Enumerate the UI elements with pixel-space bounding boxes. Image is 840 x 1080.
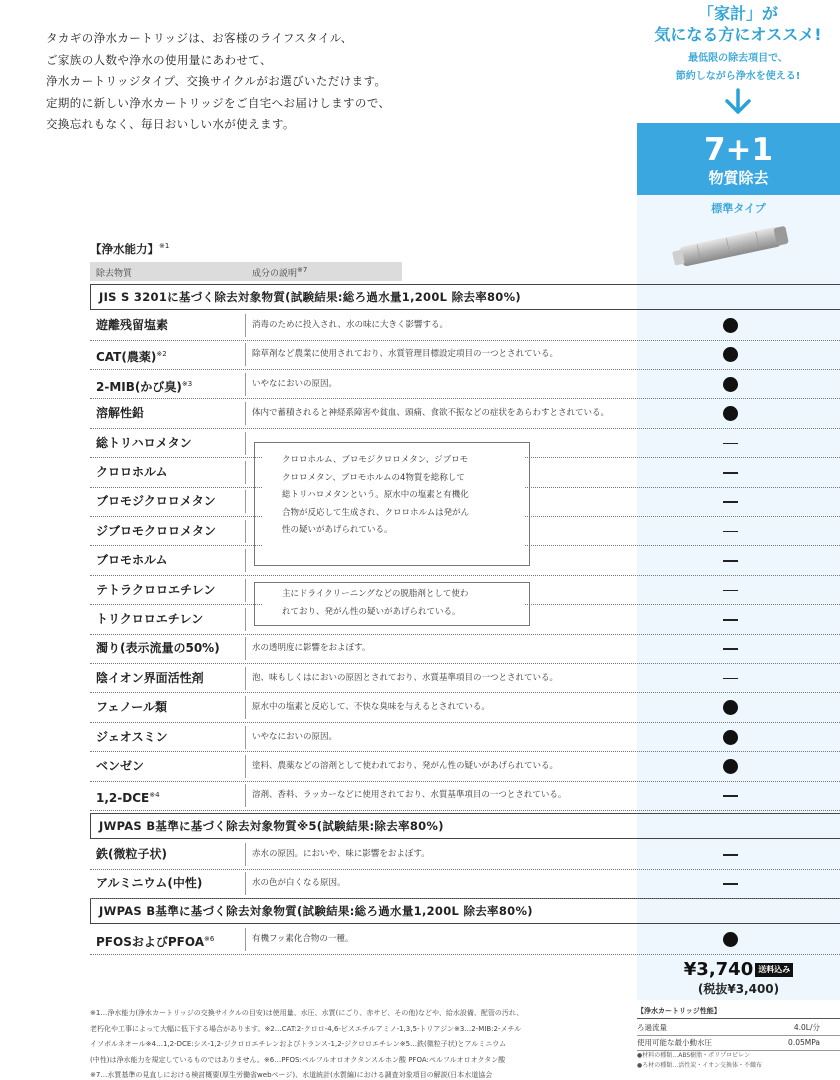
substance-name-text: アルミニウム(中性) <box>96 876 203 890</box>
table-row <box>90 781 840 811</box>
substance-description: 溶剤、香料、ラッカーなどに使用されており、水質基準項目の一つとされている。 <box>252 790 567 801</box>
substance-name <box>96 458 168 487</box>
bracket-line: 総トリハロメタンという。原水中の塩素と有機化 <box>282 490 469 500</box>
substance-name <box>96 546 168 575</box>
column-divider <box>245 667 246 690</box>
column-divider <box>245 402 246 425</box>
bracket-text-chloroethylene <box>262 586 524 622</box>
column-divider <box>245 872 246 895</box>
bracket-line: 合物が反応して生成され、クロロホルムは発がん <box>282 507 470 518</box>
section-header: JIS S 3201に基づく除去対象物質(試験結果:総ろ過水量1,200L 除去率80%) <box>90 284 840 310</box>
column-divider <box>245 843 246 866</box>
intro-text <box>46 28 606 136</box>
shipping-badge: 送料込み <box>755 963 793 977</box>
footnote-line: ※7…水質基準の見直しにおける検討概要(厚生労働省webページ)、水道統計(水質編)における調査対象項目の解説(日本水道協会 <box>90 1071 493 1079</box>
substance-name <box>96 429 192 458</box>
table-row <box>90 869 840 899</box>
table-row <box>90 370 840 400</box>
substance-name <box>96 311 168 340</box>
intro-line: 浄水カートリッジタイプ、交換サイクルがお選びいただけます。 <box>46 74 387 88</box>
substance-name-text: 1,2-DCE <box>96 791 150 806</box>
column-divider <box>245 579 246 602</box>
recommend-line2: 気になる方にオススメ! <box>654 25 822 44</box>
bracket-text-trihalomethane <box>262 452 524 556</box>
not-removed-dash-icon <box>723 531 738 533</box>
substance-name <box>96 634 220 663</box>
footnotes <box>90 1006 610 1080</box>
not-removed-dash-icon <box>723 648 738 650</box>
substance-name-text: 総トリハロメタン <box>96 435 192 450</box>
substance-footnote-ref: ※4 <box>149 791 160 800</box>
column-divider <box>245 490 246 513</box>
price-block <box>637 958 840 996</box>
substance-name <box>96 517 216 546</box>
table-row <box>90 925 840 955</box>
substance-name-text: 陰イオン界面活性剤 <box>96 670 204 685</box>
substance-name-text: 濁り(表示流量の50%) <box>96 641 220 656</box>
substance-name-text: クロロホルム <box>96 465 168 479</box>
footnote-line: (中性)は浄水能力を規定しているものではありません。※6…PFOS:ペルフルオロオクタンスルホン酸 PFOA:ペルフルオロオクタン酸 <box>90 1055 506 1064</box>
price-value: ¥3,740 <box>683 959 754 980</box>
column-divider <box>245 343 246 366</box>
recommend-sub1: 最低限の除去項目で、 <box>688 53 788 64</box>
substance-name-text: 鉄(微粒子状) <box>96 847 167 861</box>
footnote-line: イソボルネオール※4…1,2-DCE:シス-1,2-ジクロロエチレンおよびトランス-1,2-ジクロロエチレン※5…鉄(微粒子状)とアルミニウム <box>90 1040 507 1048</box>
substance-description: 原水中の塩素と反応して、不快な臭味を与えるとされている。 <box>252 702 490 713</box>
column-divider <box>245 549 246 572</box>
performance-title: 【浄水カートリッジ性能】 <box>637 1006 840 1019</box>
removed-dot-icon <box>723 700 738 715</box>
substance-name <box>96 605 203 634</box>
substance-name-text: PFOSおよびPFOA <box>96 935 204 949</box>
not-removed-dash-icon <box>723 854 738 856</box>
not-removed-dash-icon <box>723 795 738 797</box>
removed-dot-icon <box>723 318 738 333</box>
bracket-line: 主にドライクリーニングなどの脱脂剤として使わ <box>282 589 469 599</box>
removed-dot-icon <box>723 406 738 421</box>
column-divider <box>245 726 246 749</box>
price-main <box>637 958 840 982</box>
intro-line: ご家族の人数や浄水の使用量にあわせて、 <box>46 52 272 67</box>
performance-box <box>637 1006 840 1071</box>
substance-name <box>96 664 204 693</box>
substance-name <box>96 340 167 372</box>
not-removed-dash-icon <box>723 883 738 885</box>
removed-dot-icon <box>723 759 738 774</box>
column-title: 7+1 <box>703 132 774 168</box>
capability-title-sup: ※1 <box>159 242 170 251</box>
performance-note: ●材料の種類…ABS樹脂・ポリプロピレン <box>637 1052 751 1059</box>
column-divider <box>245 755 246 778</box>
table-row <box>90 340 840 370</box>
header-description-text: 成分の説明 <box>252 269 298 279</box>
substance-description: 塗料、農薬などの溶剤として使われており、発がん性の疑いがあげられている。 <box>252 761 559 771</box>
substance-name <box>96 752 144 781</box>
substance-name-text: CAT(農薬) <box>96 350 157 365</box>
table-header-bar <box>90 262 402 281</box>
down-arrow-icon <box>723 88 753 116</box>
column-subtitle: 物質除去 <box>708 169 769 187</box>
column-divider <box>245 784 246 807</box>
substance-description: 有機フッ素化合物の一種。 <box>252 934 354 944</box>
not-removed-dash-icon <box>723 560 738 562</box>
substance-description: いやなにおいの原因。 <box>252 731 338 742</box>
substance-name-text: ジェオスミン <box>96 729 168 744</box>
column-divider <box>245 696 246 719</box>
table-row <box>90 840 840 870</box>
substance-name <box>96 723 168 752</box>
removed-dot-icon <box>723 347 738 362</box>
footnote-line: ※1…浄水能力(浄水カートリッジの交換サイクルの目安)は使用量、水圧、水質(にごり、赤サビ、その他)などや、給水設備、配管の汚れ、 <box>90 1009 524 1017</box>
column-divider <box>245 432 246 455</box>
section-header: JWPAS B基準に基づく除去対象物質(試験結果:総ろ過水量1,200L 除去率80%) <box>90 898 840 924</box>
substance-name <box>96 693 167 722</box>
table-row <box>90 311 840 341</box>
performance-label: ろ過流量 <box>637 1023 667 1032</box>
column-divider <box>245 608 246 631</box>
column-type-label: 標準タイプ <box>711 202 766 215</box>
column-divider <box>245 461 246 484</box>
substance-name-text: トリクロロエチレン <box>96 612 204 626</box>
substance-name-text: 2-MIB(かび臭) <box>96 379 182 394</box>
substance-footnote-ref: ※6 <box>204 935 215 943</box>
substance-description: 泡、味もしくはにおいの原因とされており、水質基準項目の一つとされている。 <box>252 672 559 683</box>
column-divider <box>245 373 246 396</box>
not-removed-dash-icon <box>723 678 738 680</box>
substance-name <box>96 925 214 957</box>
substance-footnote-ref: ※3 <box>181 379 193 388</box>
substance-name <box>96 576 215 605</box>
substance-description: いやなにおいの原因。 <box>252 378 338 389</box>
removed-dot-icon <box>723 730 738 745</box>
price-tax-excluded: (税抜¥3,400) <box>697 982 780 996</box>
table-row <box>90 693 840 723</box>
recommend-callout <box>636 0 840 120</box>
header-description <box>252 266 307 279</box>
performance-note: ●ろ材の種類…活性炭・イオン交換体・不織布 <box>637 1062 763 1069</box>
footnote-line: 老朽化や工事によって大幅に低下する場合があります。※2…CAT:2-クロロ-4,6-ビスエチルアミノ-1,3,5-トリアジン※3…2-MIB:2-メチル <box>90 1024 522 1033</box>
substance-footnote-ref: ※2 <box>156 350 167 359</box>
table-row <box>90 634 840 664</box>
performance-value: 4.0L/分 <box>793 1023 820 1032</box>
intro-line: タカギの浄水カートリッジは、お客様のライフスタイル、 <box>46 31 353 45</box>
substance-name-text: フェノール類 <box>96 700 168 715</box>
product-column-header <box>637 123 840 195</box>
substance-name <box>96 869 202 898</box>
substance-description: 消毒のために投入され、水の味に大きく影響する。 <box>252 320 449 330</box>
column-divider <box>245 637 246 660</box>
section-header: JWPAS B基準に基づく除去対象物質※5(試験結果:除去率80%) <box>90 813 840 839</box>
table-row <box>90 664 840 694</box>
capability-title-text: 【浄水能力】 <box>90 242 159 256</box>
substance-name-text: 溶解性鉛 <box>96 406 145 421</box>
substance-name-text: ジブロモクロロメタン <box>96 523 217 538</box>
table-row <box>90 752 840 782</box>
substance-name-text: ベンゼン <box>96 759 145 773</box>
substance-name-text: ブロモホルム <box>96 553 168 568</box>
substance-description: 水の透明度に影響をおよぼす。 <box>252 643 371 654</box>
header-substance: 除去物質 <box>96 269 133 279</box>
performance-row <box>637 1036 840 1051</box>
bracket-line: れており、発がん性の疑いがあげられている。 <box>282 606 461 617</box>
substance-name-text: テトラクロロエチレン <box>96 582 216 597</box>
substance-name <box>96 399 144 428</box>
intro-line: 定期的に新しい浄水カートリッジをご自宅へお届けしますので、 <box>46 95 391 110</box>
bracket-line: 性の疑いがあげられている。 <box>282 525 393 535</box>
recommend-sub2: 節約しながら浄水を使える! <box>675 71 801 82</box>
substance-name-text: 遊離残留塩素 <box>96 318 169 332</box>
not-removed-dash-icon <box>723 472 738 474</box>
performance-label: 使用可能な最小動水圧 <box>637 1038 712 1047</box>
substance-description: 体内で蓄積されると神経系障害や貧血、頭痛、食欲不振などの症状をあらわすとされている。 <box>252 408 610 419</box>
substance-name <box>96 840 167 869</box>
substance-name <box>96 781 160 813</box>
substance-description: 水の色が白くなる原因。 <box>252 878 346 888</box>
column-divider <box>245 520 246 543</box>
intro-line: 交換忘れもなく、毎日おいしい水が使えます。 <box>46 117 295 131</box>
recommend-line1: 「家計」が <box>697 4 778 23</box>
not-removed-dash-icon <box>723 501 738 503</box>
removed-dot-icon <box>723 932 738 947</box>
removed-dot-icon <box>723 377 738 392</box>
performance-value: 0.05MPa <box>788 1038 820 1047</box>
capability-title <box>90 241 169 257</box>
column-divider <box>245 314 246 337</box>
not-removed-dash-icon <box>723 443 738 445</box>
not-removed-dash-icon <box>723 590 738 592</box>
substance-name <box>96 487 216 516</box>
table-row <box>90 723 840 753</box>
not-removed-dash-icon <box>723 619 738 621</box>
substance-name-text: ブロモジクロロメタン <box>96 494 216 509</box>
substance-name <box>96 370 192 402</box>
cartridge-image <box>668 222 798 268</box>
performance-row <box>637 1021 840 1036</box>
table-row <box>90 399 840 429</box>
substance-description: 赤水の原因。においや、味に影響をおよぼす。 <box>252 849 430 859</box>
bracket-line: クロロホルム、ブロモジクロロメタン、ジブロモ <box>282 455 469 465</box>
header-description-sup: ※7 <box>297 266 308 274</box>
column-divider <box>245 928 246 951</box>
bracket-line: クロロメタン、ブロモホルムの4物質を総称して <box>282 472 465 483</box>
substance-description: 除草剤など農業に使用されており、水質管理目標設定項目の一つとされている。 <box>252 349 559 360</box>
